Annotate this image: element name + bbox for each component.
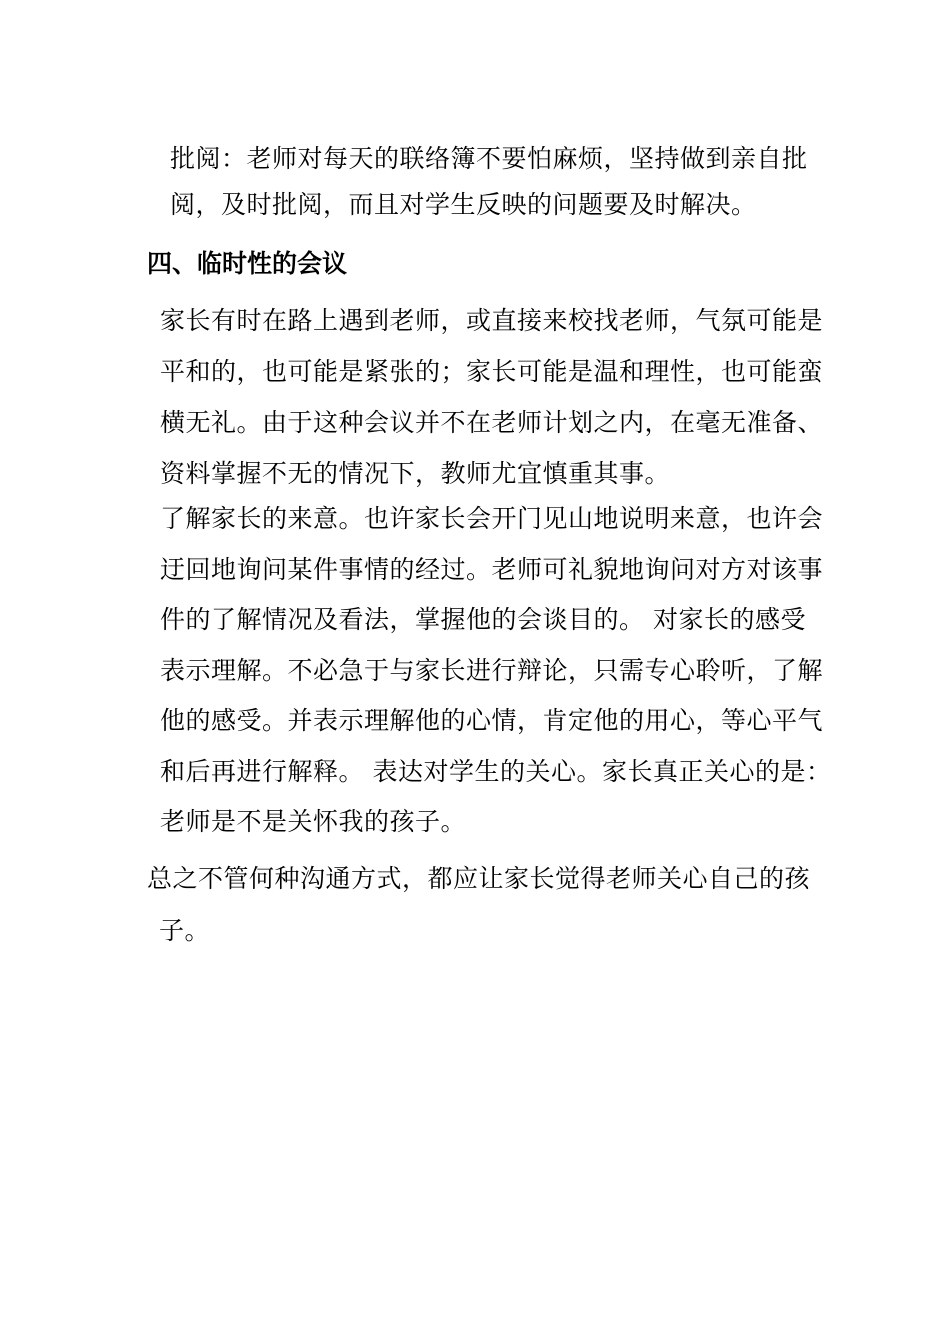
paragraph-understanding [160, 494, 831, 848]
paragraph-line: 他的感受。并表示理解他的心情，肯定他的用心，等心平气 [160, 706, 824, 735]
paragraph-review [170, 136, 808, 228]
section-heading: 四、临时性的会议 [147, 249, 348, 278]
paragraph-line: 批阅：老师对每天的联络簿不要怕麻烦，坚持做到亲自批 [170, 144, 808, 173]
paragraph-line: 和后再进行解释。 表达对学生的关心。家长真正关心的是： [160, 756, 832, 786]
paragraph-temporary-meeting [160, 295, 823, 499]
paragraph-conclusion [147, 853, 810, 957]
paragraph-line: 家长有时在路上遇到老师，或直接来校找老师，气氛可能是 [160, 306, 824, 335]
paragraph-line: 表示理解。不必急于与家长进行辩论，只需专心聆听，了解 [160, 655, 824, 685]
paragraph-line: 平和的，也可能是紧张的；家长可能是温和理性，也可能蛮 [160, 357, 824, 386]
paragraph-line: 老师是不是关怀我的孩子。 [160, 807, 467, 836]
paragraph-line: 了解家长的来意。也许家长会开门见山地说明来意，也许会 [160, 504, 824, 533]
paragraph-line: 横无礼。由于这种会议并不在老师计划之内，在毫无准备、 [160, 408, 824, 437]
paragraph-line: 阅，及时批阅，而且对学生反映的问题要及时解决。 [170, 190, 757, 219]
paragraph-line: 总之不管何种沟通方式，都应让家长觉得老师关心自己的孩 [147, 864, 811, 893]
paragraph-line: 子。 [159, 916, 211, 945]
paragraph-line: 资料掌握不无的情况下，教师尤宜慎重其事。 [160, 459, 671, 488]
paragraph-line: 件的了解情况及看法，掌握他的会谈目的。 对家长的感受 [160, 605, 806, 634]
paragraph-line: 迂回地询问某件事情的经过。老师可礼貌地询问对方对该事 [160, 554, 824, 584]
